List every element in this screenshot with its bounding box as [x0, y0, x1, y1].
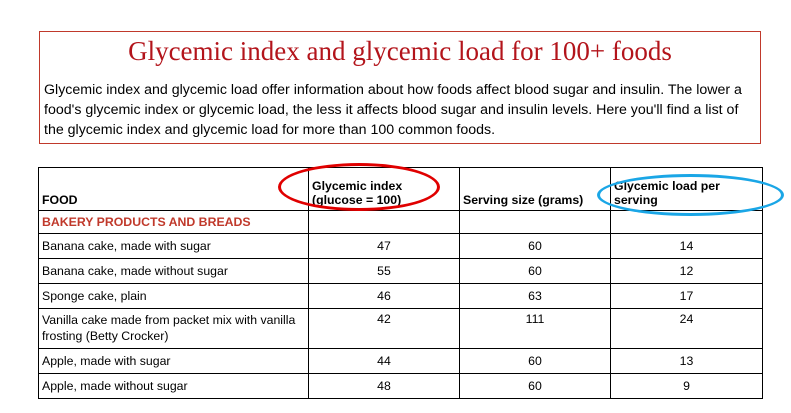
- serving-cell: 63: [460, 284, 611, 309]
- gi-cell: 55: [309, 259, 460, 284]
- gi-highlight-ellipse: [278, 163, 440, 211]
- header-serving-size: Serving size (grams): [460, 168, 611, 211]
- food-cell: Banana cake, made with sugar: [39, 234, 309, 259]
- serving-cell: 111: [460, 309, 611, 349]
- header-food: FOOD: [39, 168, 309, 211]
- gl-cell: 12: [611, 259, 763, 284]
- header-gi-line1: Glycemic index: [312, 179, 403, 193]
- gi-cell: 44: [309, 349, 460, 374]
- gl-cell: 13: [611, 349, 763, 374]
- food-cell: Apple, made without sugar: [39, 374, 309, 399]
- gl-cell: 24: [611, 309, 763, 349]
- section-empty-cell: [460, 211, 611, 234]
- table-row: [39, 284, 763, 309]
- table-row: [39, 349, 763, 374]
- intro-paragraph: Glycemic index and glycemic load offer information about how foods affect blood sugar and insulin. The lower a food's glycemic index or glycemic load, the less it affects blood sugar and insulin levels. Here you'll find a list of the glycemic index and glycemic load for more than 100 common foods.: [44, 82, 742, 138]
- food-cell: Sponge cake, plain: [39, 284, 309, 309]
- page-title: Glycemic index and glycemic load for 100+ foods: [128, 36, 672, 66]
- gi-cell: 48: [309, 374, 460, 399]
- gi-cell: 42: [309, 309, 460, 349]
- gl-cell: 14: [611, 234, 763, 259]
- table-row: [39, 259, 763, 284]
- gi-cell: 46: [309, 284, 460, 309]
- section-empty-cell: [309, 211, 460, 234]
- gi-cell: 47: [309, 234, 460, 259]
- serving-cell: 60: [460, 234, 611, 259]
- gl-cell: 17: [611, 284, 763, 309]
- table-row: [39, 309, 763, 349]
- table-row: [39, 374, 763, 399]
- gl-highlight-ellipse: [597, 174, 784, 216]
- header-gi-line2: (glucose = 100): [312, 193, 402, 207]
- gl-cell: 9: [611, 374, 763, 399]
- section-label: BAKERY PRODUCTS AND BREADS: [39, 211, 309, 234]
- serving-cell: 60: [460, 374, 611, 399]
- intro-box: [39, 31, 761, 144]
- food-cell: Apple, made with sugar: [39, 349, 309, 374]
- serving-cell: 60: [460, 349, 611, 374]
- food-cell: Banana cake, made without sugar: [39, 259, 309, 284]
- header-glycemic-load: Glycemic load per serving: [611, 168, 763, 211]
- serving-cell: 60: [460, 259, 611, 284]
- table-row: [39, 234, 763, 259]
- food-cell: Vanilla cake made from packet mix with vanilla frosting (Betty Crocker): [39, 309, 309, 349]
